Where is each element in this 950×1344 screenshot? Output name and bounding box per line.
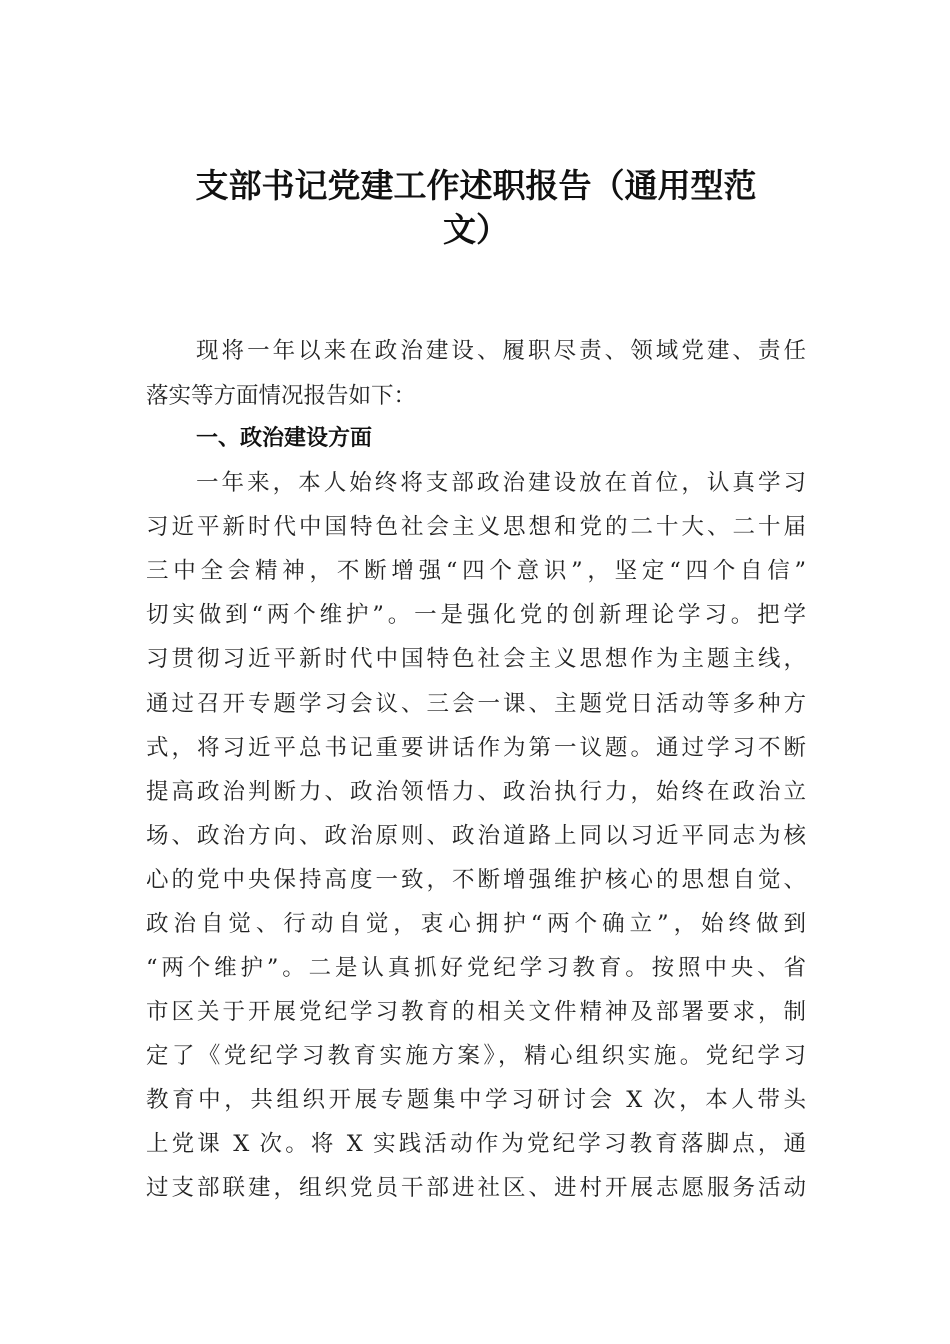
intro-line-2: 落实等方面情况报告如下： bbox=[146, 383, 417, 409]
body-line-9: 场、政治方向、政治原则、政治道路上同以习近平同志为核 bbox=[146, 823, 806, 849]
body-line-3: 三中全会精神，不断增强“四个意识”，坚定“四个自信” bbox=[146, 558, 806, 584]
body-line-13: 市区关于开展党纪学习教育的相关文件精神及部署要求，制 bbox=[146, 999, 806, 1025]
body-line-11: 政治自觉、行动自觉，衷心拥护“两个确立”，始终做到 bbox=[146, 911, 806, 937]
body-line-17: 过支部联建，组织党员干部进社区、进村开展志愿服务活动 bbox=[146, 1175, 806, 1201]
document-title-line-1: 支部书记党建工作述职报告（通用型范 bbox=[195, 166, 757, 205]
body-line-4: 切实做到“两个维护”。一是强化党的创新理论学习。把学 bbox=[146, 602, 806, 628]
body-line-5: 习贯彻习近平新时代中国特色社会主义思想作为主题主线， bbox=[146, 646, 806, 672]
body-line-1: 一年来，本人始终将支部政治建设放在首位，认真学习 bbox=[196, 470, 806, 496]
body-line-16: 上党课 X 次。将 X 实践活动作为党纪学习教育落脚点，通 bbox=[146, 1131, 806, 1157]
intro-line-1: 现将一年以来在政治建设、履职尽责、领域党建、责任 bbox=[196, 338, 806, 364]
body-line-10: 心的党中央保持高度一致，不断增强维护核心的思想自觉、 bbox=[146, 867, 806, 893]
body-line-7: 式，将习近平总书记重要讲话作为第一议题。通过学习不断 bbox=[146, 735, 806, 761]
body-line-8: 提高政治判断力、政治领悟力、政治执行力，始终在政治立 bbox=[146, 779, 806, 805]
body-line-6: 通过召开专题学习会议、三会一课、主题党日活动等多种方 bbox=[146, 691, 806, 717]
body-line-15: 教育中，共组织开展专题集中学习研讨会 X 次，本人带头 bbox=[146, 1087, 806, 1113]
section-heading-political: 一、政治建设方面 bbox=[196, 426, 373, 451]
body-line-12: “两个维护”。二是认真抓好党纪学习教育。按照中央、省 bbox=[146, 955, 806, 981]
body-line-14: 定了《党纪学习教育实施方案》，精心组织实施。党纪学习 bbox=[146, 1043, 806, 1069]
document-title-line-2: 文） bbox=[443, 210, 509, 249]
body-line-2: 习近平新时代中国特色社会主义思想和党的二十大、二十届 bbox=[146, 514, 806, 540]
